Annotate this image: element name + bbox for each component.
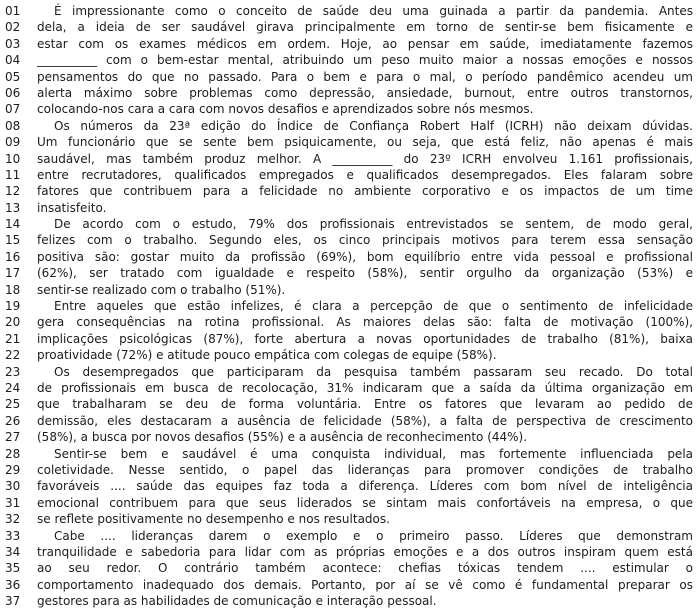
text-line: [5, 183, 693, 199]
line-number: 03: [5, 36, 21, 51]
line-number: 33: [5, 528, 21, 543]
line-text: gera consequências na rotina profissional. As maiores delas são: falta de motivação (100%),: [37, 315, 693, 330]
line-number: 14: [5, 217, 21, 232]
line-text: demissão, eles destacaram a ausência de felicidade (58%), a falta de perspectiva de crescimento: [37, 413, 693, 428]
line-text: pensamentos do que no passado. Para o bem e para o mal, o período pandêmico acendeu um: [37, 69, 693, 84]
line-text: sentir-se realizado com o trabalho (51%).: [37, 282, 286, 297]
line-text: Entre aqueles que estão infelizes, é clara a percepção de que o sentimento de infelicidade: [54, 299, 693, 314]
line-text: comportamento inadequado dos demais. Portanto, por aí se vê como é fundamental preparar os: [37, 577, 693, 592]
line-number: 04: [5, 53, 21, 68]
text-line: [5, 429, 693, 445]
line-text: Um funcionário que se sente bem psiquicamente, ou seja, que está feliz, não apenas é mais: [37, 135, 693, 150]
text-line: [5, 528, 693, 544]
text-line: [5, 151, 693, 167]
text-line: [5, 101, 693, 117]
text-line: [5, 364, 693, 380]
line-number: 30: [5, 479, 21, 494]
line-text: favoráveis .... saúde das equipes faz toda a diferença. Líderes com bom nível de inteligência: [37, 479, 693, 494]
line-text: gestores para as habilidades de comunicação e interação pessoal.: [37, 594, 437, 609]
line-number: 28: [5, 446, 21, 461]
line-number: 26: [5, 413, 21, 428]
line-number: 23: [5, 364, 21, 379]
line-text: entre recrutadores, qualificados empregados e qualificados desempregados. Eles falaram sobre: [37, 167, 693, 182]
text-line: [5, 52, 693, 68]
line-number: 07: [5, 102, 21, 117]
line-number: 31: [5, 495, 21, 510]
text-line: [5, 347, 693, 363]
line-text: se reflete positivamente no desempenho e nos resultados.: [37, 512, 390, 527]
line-text: que trabalharam se deu de forma voluntária. Entre os fatores que levaram ao pedido de: [37, 397, 693, 412]
text-line: [5, 200, 693, 216]
text-line: [5, 544, 693, 560]
text-line: [5, 118, 693, 134]
text-line: [5, 85, 693, 101]
line-text: Sentir-se bem e saudável é uma conquista individual, mas fortemente influenciada pela: [54, 446, 693, 461]
line-text: positiva são: gostar muito da profissão (69%), bom equilíbrio entre vida pessoal e profissional: [37, 249, 693, 264]
line-number: 18: [5, 282, 21, 297]
line-text: colocando-nos cara a cara com novos desafios e aprendizados sobre nós mesmos.: [37, 102, 534, 117]
line-number: 15: [5, 233, 21, 248]
line-number: 19: [5, 299, 21, 314]
line-text: __________ com o bem-estar mental, atribuindo um peso muito maior a nossas emoções e nossos: [37, 53, 693, 68]
line-number: 24: [5, 380, 21, 395]
line-number: 29: [5, 462, 21, 477]
line-text: Os números da 23ª edição do Índice de Confiança Robert Half (ICRH) não deixam dúvidas.: [54, 118, 693, 133]
text-line: [5, 478, 693, 494]
text-line: [5, 36, 693, 52]
text-line: [5, 577, 693, 593]
line-text: emocional contribuem para que seus liderados se sintam mais confortáveis na empresa, o que: [37, 495, 693, 510]
text-line: [5, 232, 693, 248]
line-text: proatividade (72%) e atitude pouco empática com colegas de equipe (58%).: [37, 348, 497, 363]
line-number: 35: [5, 561, 21, 576]
line-number: 13: [5, 200, 21, 215]
line-number: 36: [5, 577, 21, 592]
text-line: [5, 249, 693, 265]
text-line: [5, 593, 693, 609]
text-line: [5, 413, 693, 429]
line-number: 32: [5, 512, 21, 527]
text-line: [5, 265, 693, 281]
line-text: (58%), a busca por novos desafios (55%) e a ausência de reconhecimento (44%).: [37, 430, 528, 445]
line-text: saudável, mas também produz melhor. A __________ do 23º ICRH envolveu 1.161 profissionais,: [37, 151, 693, 166]
line-text: de profissionais em busca de recolocação, 31% indicaram que a saída da última organização em: [37, 380, 693, 395]
line-number: 20: [5, 315, 21, 330]
line-text: coletividade. Nesse sentido, o papel das lideranças para promover condições de trabalho: [37, 462, 693, 477]
text-line: [5, 216, 693, 232]
text-line: [5, 380, 693, 396]
line-text: insatisfeito.: [37, 200, 107, 215]
line-text: implicações psicológicas (87%), forte abertura a novas oportunidades de trabalho (81%), baixa: [37, 331, 693, 346]
text-line: [5, 462, 693, 478]
text-line: [5, 19, 693, 35]
text-line: [5, 396, 693, 412]
line-number: 22: [5, 348, 21, 363]
line-text: alerta máximo sobre problemas como depressão, ansiedade, burnout, entre outros transtornos,: [37, 85, 693, 100]
line-text: tranquilidade e sabedoria para lidar com as próprias emoções e a dos outros inspiram quem está: [37, 544, 693, 559]
text-line: [5, 167, 693, 183]
text-line: [5, 511, 693, 527]
line-number: 34: [5, 544, 21, 559]
line-text: É impressionante como o conceito de saúde deu uma guinada a partir da pandemia. Antes: [54, 4, 693, 18]
line-number: 12: [5, 184, 21, 199]
line-number: 09: [5, 135, 21, 150]
line-text: Cabe .... lideranças darem o exemplo e o primeiro passo. Líderes que demonstram: [54, 528, 693, 543]
text-line: [5, 314, 693, 330]
text-line: [5, 331, 693, 347]
line-number: 21: [5, 331, 21, 346]
text-line: [5, 446, 693, 462]
text-line: [5, 134, 693, 150]
line-text: ao seu redor. O contrário também acontece: chefias tóxicas tendem .... estimular o: [37, 561, 693, 576]
line-number: 05: [5, 69, 21, 84]
line-number: 16: [5, 249, 21, 264]
line-text: estar com os exames médicos em ordem. Hoje, ao pensar em saúde, imediatamente fazemos: [37, 36, 693, 51]
line-number: 02: [5, 20, 21, 35]
text-line: [5, 3, 693, 19]
line-text: De acordo com o estudo, 79% dos profissionais entrevistados se sentem, de modo geral,: [54, 217, 693, 232]
line-number: 25: [5, 397, 21, 412]
line-number: 37: [5, 594, 21, 609]
line-text: dela, a ideia de ser saudável girava principalmente em torno de sentir-se bem fisicamente e: [37, 20, 693, 35]
line-number: 08: [5, 118, 21, 133]
text-line: [5, 298, 693, 314]
line-text: Os desempregados que participaram da pesquisa também passaram seu recado. Do total: [54, 364, 693, 379]
line-number: 27: [5, 430, 21, 445]
line-number: 17: [5, 266, 21, 281]
line-number: 10: [5, 151, 21, 166]
line-number: 11: [5, 167, 21, 182]
text-line: [5, 495, 693, 511]
text-line: [5, 560, 693, 576]
line-text: (62%), ser tratado com igualdade e respeito (58%), sentir orgulho da organização (53%) e: [37, 266, 693, 281]
line-text: felizes com o trabalho. Segundo eles, os cinco principais motivos para terem essa sensação: [37, 233, 693, 248]
text-line: [5, 282, 693, 298]
line-number: 01: [5, 4, 21, 18]
text-line: [5, 69, 693, 85]
line-number: 06: [5, 85, 21, 100]
line-text: fatores que contribuem para a felicidade no ambiente corporativo e os impactos de um time: [37, 184, 693, 199]
